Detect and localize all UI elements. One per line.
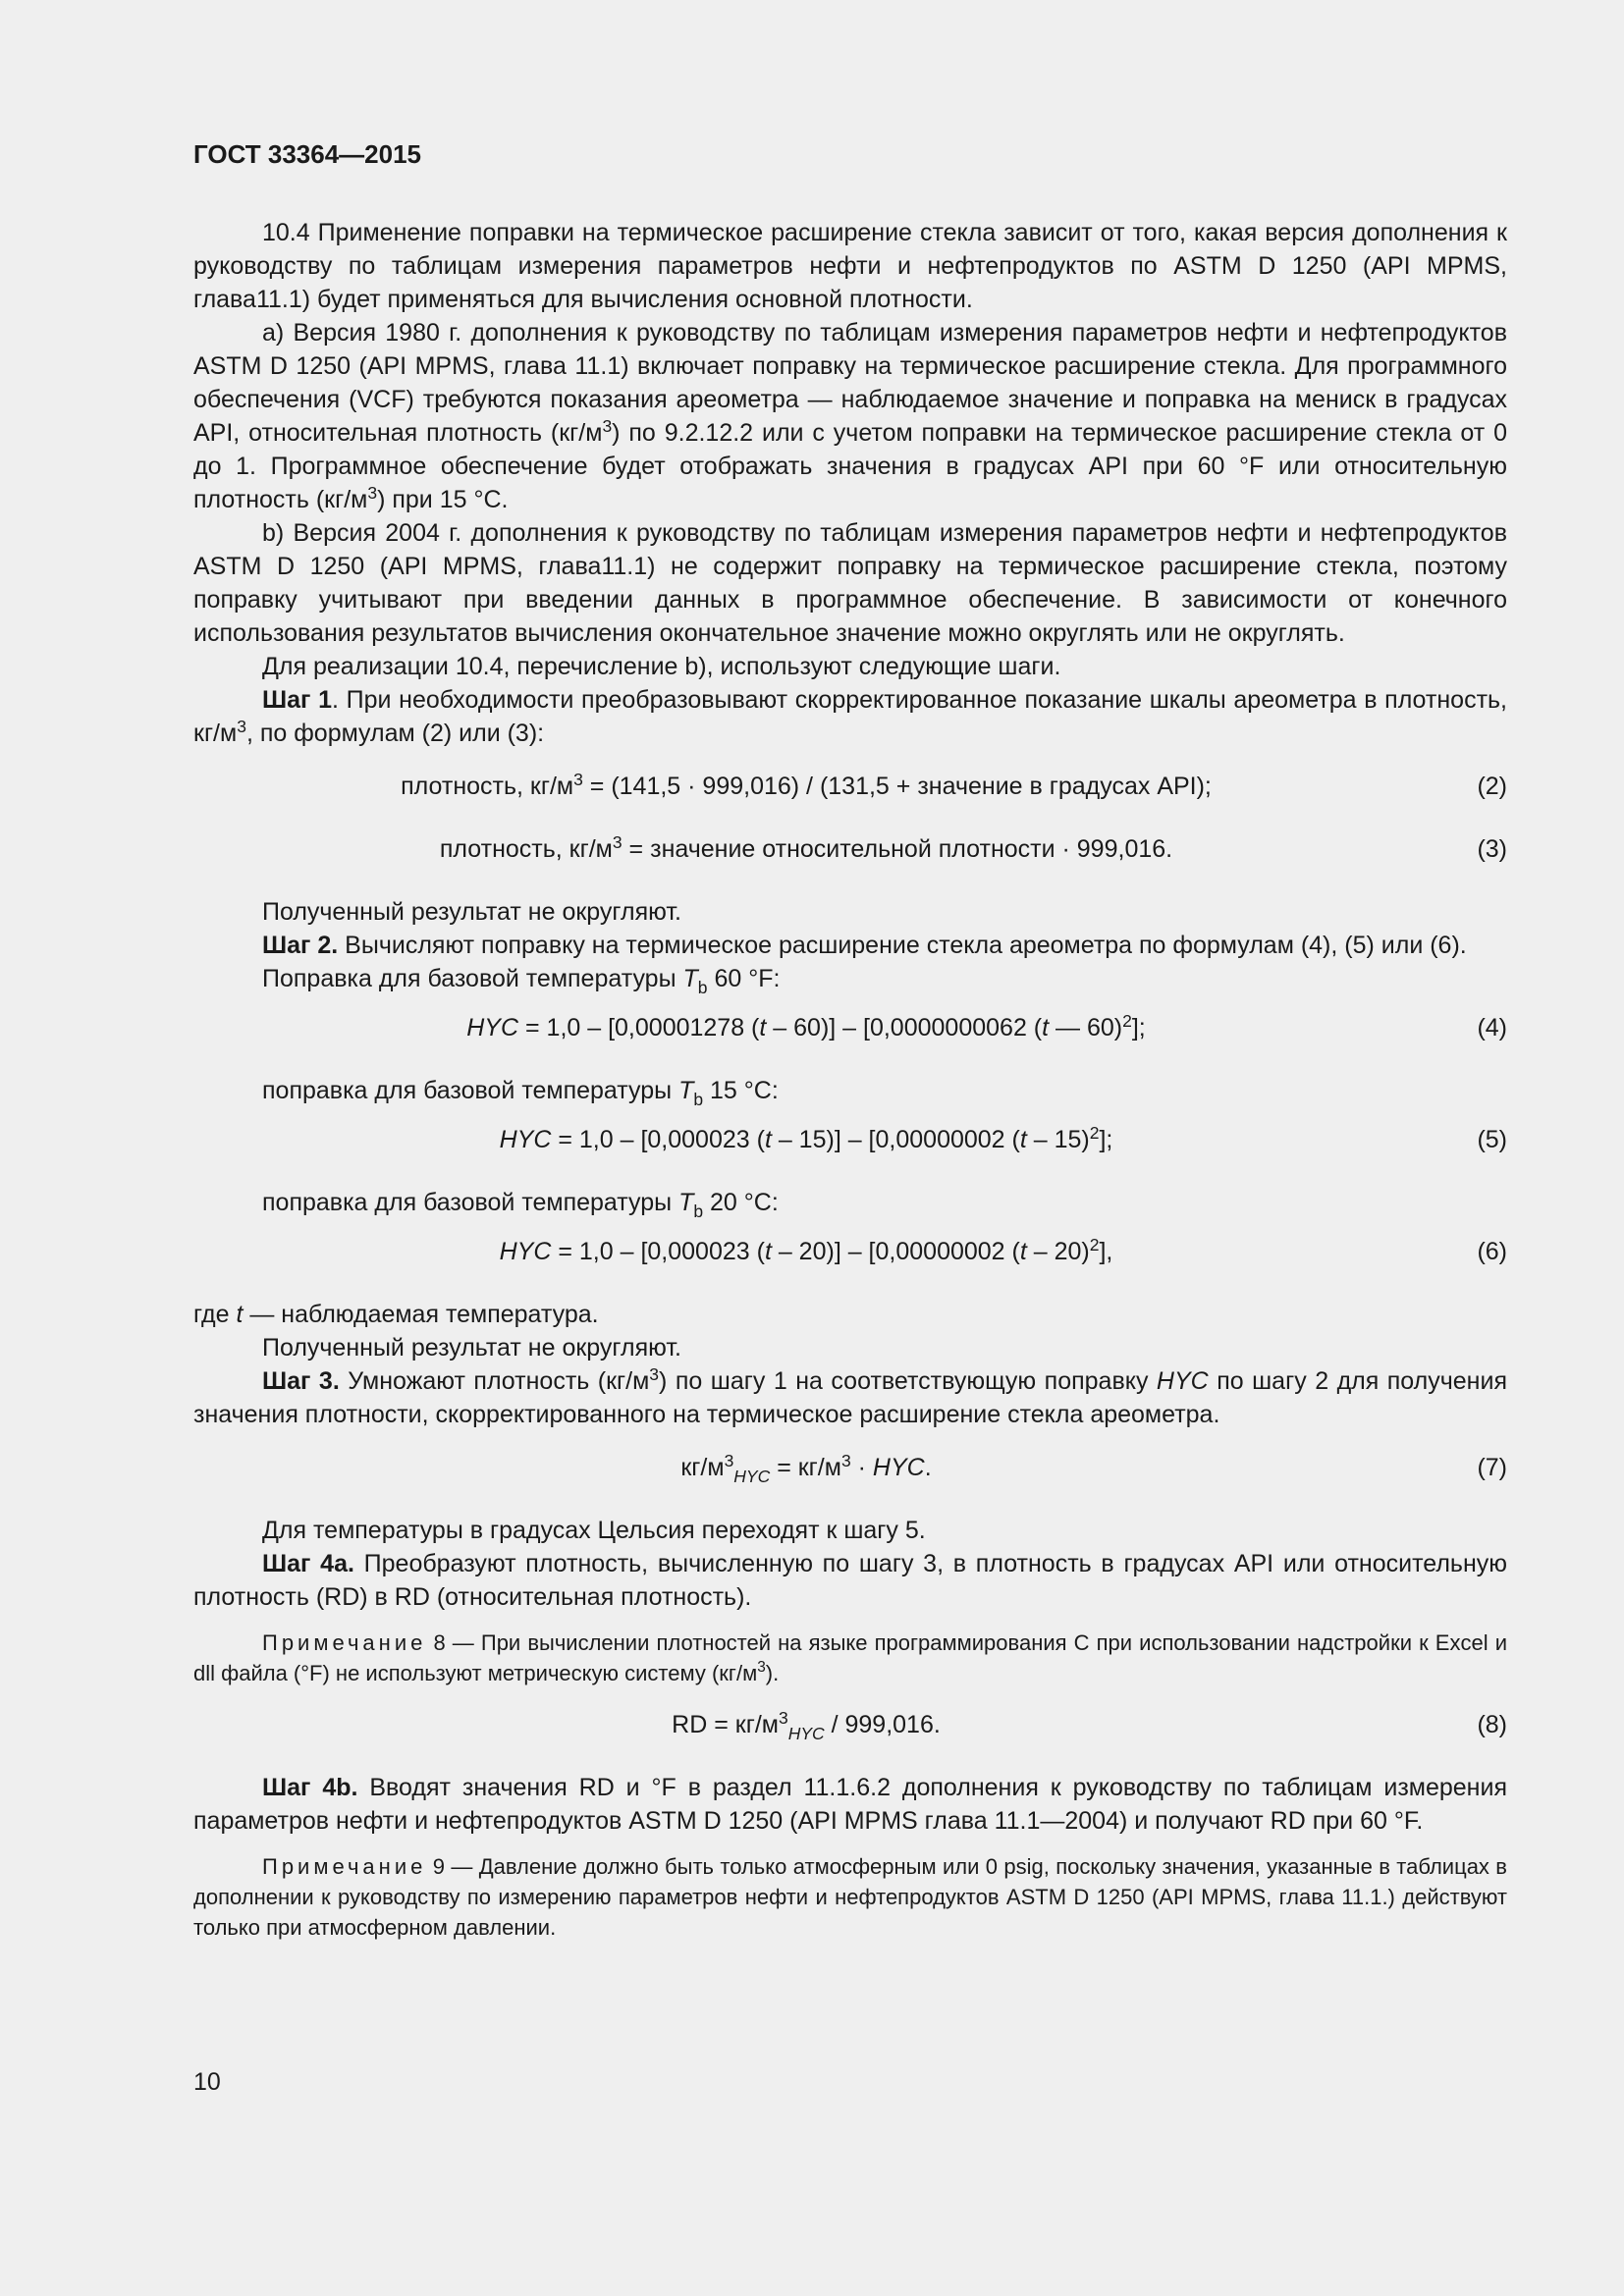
formula-3-number: (3) xyxy=(1477,835,1507,863)
formula-6-number: (6) xyxy=(1477,1238,1507,1265)
step-3: Шаг 3. Умножают плотность $(кг/м^3)$ по шагу 1 на соответствующую поправку HYC по шагу 2 для получения значения плотности, скорректированного на термическое расширение стекла ареометра. xyxy=(193,1364,1507,1428)
note-9-label: Примечание xyxy=(262,1854,427,1879)
celsius-instruction: Для температуры в градусах Цельсия переходят к шагу 5. xyxy=(262,1517,926,1544)
correction-60f-caption: Поправка для базовой температуры $T_b$ 60 °F: xyxy=(262,965,781,997)
paragraph-version-1980: a) Версия 1980 г. дополнения к руководству по таблицам измерения параметров нефти и нефтепродуктов ASTM D 1250 (API MPMS, глава 11.1) включает поправку на термическое расширение стекла. Для программного обеспечения (VCF) требуются показания ареометра — наблюдаемое значение и поправка на мениск в градусах API, относительная плотность $(кг/м^3)$ по 9.2.12.2 или с учетом поправки на термическое расширение стекла от 0 до 1. Программное обеспечение будет отображать значения в градусах API при 60 °F или относительную плотность $(кг/м^3)$ при 15 °С. xyxy=(193,319,1507,513)
step-2: Шаг 2. Вычисляют поправку на термическое расширение стекла ареометра по формулам (4), (5) или (6). xyxy=(262,932,1467,959)
step-3-label: Шаг 3. xyxy=(262,1367,340,1395)
formula-7: $кг/м^3_{HYC} = кг/м^3$ · HYC. (7) xyxy=(680,1451,1507,1486)
note-9: Примечание 9 — Давление должно быть только атмосферным или 0 psig, поскольку значения, указанные в таблицах в дополнении к руководству по измерению параметров нефти и нефтепродуктов ASTM D 1250 (API MPMS, глава 11.1.) действуют только при атмосферном давлении. xyxy=(193,1854,1507,1940)
paragraph-10-4: 10.4 Применение поправки на термическое расширение стекла зависит от того, какая версия дополнения к руководству по таблицам измерения параметров нефти и нефтепродуктов по ASTM D 1250 (API MPMS, глава11.1) будет применяться для вычисления основной плотности. xyxy=(193,219,1507,313)
step-2-label: Шаг 2. xyxy=(262,932,339,959)
step-1: Шаг 1. При необходимости преобразовывают скорректированное показание шкалы ареометра в плотность, $кг/м^3$, по формулам (2) или (3): xyxy=(193,686,1507,747)
formula-8-number: (8) xyxy=(1477,1711,1507,1738)
formula-5-number: (5) xyxy=(1477,1126,1507,1153)
correction-15c-caption: поправка для базовой температуры $T_b$ 15 °С: xyxy=(262,1077,779,1109)
step-1-label: Шаг 1 xyxy=(262,686,333,714)
formula-6: HYC = 1,0 – [0,000023 (t – 20)] – [0,00000002 (t – 20)$^2$], (6) xyxy=(193,1235,1507,1268)
step-4b-label: Шаг 4b. xyxy=(262,1774,358,1801)
formula-4-number: (4) xyxy=(1477,1014,1507,1041)
formula-4: HYC = 1,0 – [0,00001278 (t – 60)] – [0,0000000062 (t — 60)$^2$]; (4) xyxy=(193,1011,1507,1044)
no-rounding-note-2: Полученный результат не округляют. xyxy=(262,1334,681,1362)
step-4a: Шаг 4а. Преобразуют плотность, вычисленную по шагу 3, в плотность в градусах API или относительную плотность (RD) в RD (относительная плотность). xyxy=(193,1550,1507,1611)
step-4b: Шаг 4b. Вводят значения RD и °F в раздел 11.1.6.2 дополнения к руководству по таблицам измерения параметров нефти и нефтепродуктов ASTM D 1250 (API MPMS глава 11.1—2004) и получают RD при 60 °F. xyxy=(193,1774,1507,1835)
formula-2-number: (2) xyxy=(1477,773,1507,800)
formula-7-number: (7) xyxy=(1477,1454,1507,1481)
step-4a-label: Шаг 4а. xyxy=(262,1550,354,1577)
page-number: 10 xyxy=(193,2068,221,2096)
formula-2: плотность, $кг/м^3 = (141,5 \cdot 999,016) / (131,5$ + значение в градусах API); (2) xyxy=(193,770,1507,803)
paragraph-implementation: Для реализации 10.4, перечисление b), используют следующие шаги. xyxy=(262,653,1061,680)
formula-3: плотность, $кг/м^3$ = значение относительной плотности · 999,016. (3) xyxy=(193,832,1507,866)
note-8: Примечание 8 — При вычислении плотностей на языке программирования С при использовании надстройки к Excel и dll файла (°F) не используют метрическую систему $(кг/м^3)$. xyxy=(193,1630,1507,1685)
formula-8: RD = $кг/м^3_{HYC} / 999,016$. (8) xyxy=(672,1708,1507,1743)
formula-5: HYC = 1,0 – [0,000023 (t – 15)] – [0,00000002 (t – 15)$^2$]; (5) xyxy=(193,1123,1507,1156)
paragraph-version-2004: b) Версия 2004 г. дополнения к руководству по таблицам измерения параметров нефти и нефтепродуктов ASTM D 1250 (API MPMS, глава11.1) не содержит поправку на термическое расширение стекла, поэтому поправку учитывают при введении данных в программное обеспечение. В зависимости от конечного использования результатов вычисления окончательное значение можно округлять или не округлять. xyxy=(193,519,1507,647)
where-t-definition: где t — наблюдаемая температура. xyxy=(193,1301,599,1328)
note-8-label: Примечание xyxy=(262,1630,427,1655)
correction-20c-caption: поправка для базовой температуры $T_b$ 20 °С: xyxy=(262,1189,779,1221)
standard-id-header: ГОСТ 33364—2015 xyxy=(193,139,421,169)
no-rounding-note-1: Полученный результат не округляют. xyxy=(262,898,681,926)
